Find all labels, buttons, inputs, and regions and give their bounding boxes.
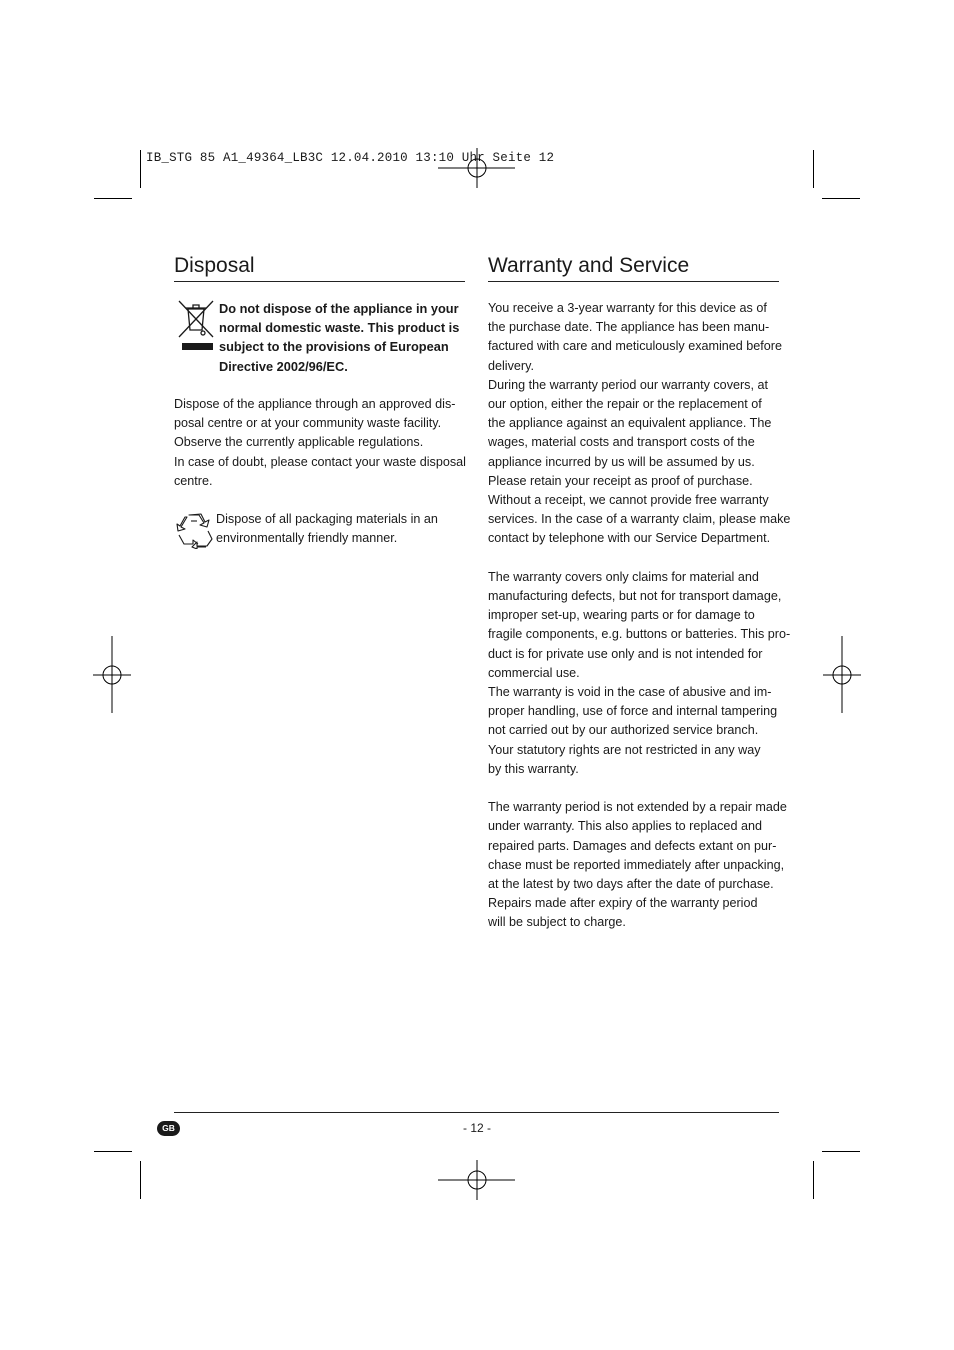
text-line: will be subject to charge. bbox=[488, 915, 626, 930]
print-slug: IB_STG 85 A1_49364_LB3C 12.04.2010 13:10 Uhr Seite 12 bbox=[146, 151, 555, 165]
text-line: Observe the currently applicable regulations. bbox=[174, 435, 424, 450]
text-line: Dispose of all packaging materials in an bbox=[216, 512, 438, 526]
text-line: commercial use. bbox=[488, 665, 580, 680]
text-line: our option, either the repair or the replacement of bbox=[488, 397, 762, 412]
warning-line: normal domestic waste. This product is bbox=[219, 320, 460, 336]
text-line: appliance incurred by us will be assumed by us. bbox=[488, 454, 755, 469]
text-line: You receive a 3-year warranty for this device as of bbox=[488, 301, 767, 315]
text-line: services. In the case of a warranty claim, please make bbox=[488, 512, 791, 527]
text-line: contact by telephone with our Service Department. bbox=[488, 531, 771, 546]
disposal-warning bbox=[219, 299, 459, 376]
warranty-heading-rule bbox=[488, 281, 779, 282]
warning-line: subject to the provisions of European bbox=[219, 339, 449, 355]
text-line: Your statutory rights are not restricted in any way bbox=[488, 742, 761, 757]
text-line: at the latest by two days after the date of purchase. bbox=[488, 877, 774, 892]
text-line: wages, material costs and transport costs of the bbox=[488, 435, 755, 450]
text-line: proper handling, use of force and internal tampering bbox=[488, 704, 778, 719]
text-line: The warranty covers only claims for material and bbox=[488, 569, 759, 584]
text-line: the purchase date. The appliance has been manu- bbox=[488, 320, 770, 335]
warning-line: Directive 2002/96/EC. bbox=[219, 358, 348, 374]
text-line: the appliance against an equivalent appliance. The bbox=[488, 416, 772, 431]
text-line: fragile components, e.g. buttons or batteries. This pro- bbox=[488, 627, 791, 642]
disposal-heading: Disposal bbox=[174, 254, 255, 277]
text-line: The warranty period is not extended by a repair made bbox=[488, 800, 787, 815]
recycle-icon bbox=[175, 511, 215, 549]
text-line: delivery. bbox=[488, 358, 534, 373]
text-line: Dispose of the appliance through an approved dis- bbox=[174, 397, 456, 411]
text-line: environmentally friendly manner. bbox=[216, 531, 398, 546]
page-number: - 12 - bbox=[462, 1121, 491, 1135]
text-line: factured with care and meticulously examined before bbox=[488, 339, 783, 354]
weee-bin-icon bbox=[176, 298, 216, 352]
text-line: under warranty. This also applies to replaced and bbox=[488, 819, 762, 834]
text-line: In case of doubt, please contact your waste disposal bbox=[174, 454, 466, 469]
text-line: duct is for private use only and is not intended for bbox=[488, 646, 763, 661]
text-line: manufacturing defects, but not for transport damage, bbox=[488, 589, 782, 604]
text-line: not carried out by our authorized service branch. bbox=[488, 723, 759, 738]
text-line: Repairs made after expiry of the warranty period bbox=[488, 896, 758, 911]
text-line: centre. bbox=[174, 473, 213, 488]
footer-rule bbox=[174, 1112, 779, 1113]
disposal-paragraph bbox=[174, 395, 466, 491]
text-line: The warranty is void in the case of abusive and im- bbox=[488, 685, 772, 700]
warranty-text bbox=[488, 299, 790, 933]
language-badge: GB bbox=[157, 1121, 180, 1136]
text-line: posal centre or at your community waste facility. bbox=[174, 416, 442, 431]
text-line: chase must be reported immediately after unpacking, bbox=[488, 857, 785, 872]
text-line: by this warranty. bbox=[488, 761, 579, 776]
warning-line: Do not dispose of the appliance in your bbox=[219, 301, 459, 316]
text-line: repaired parts. Damages and defects extant on pur- bbox=[488, 838, 777, 853]
text-line: During the warranty period our warranty covers, at bbox=[488, 377, 768, 392]
recycle-note bbox=[216, 510, 438, 548]
disposal-heading-rule bbox=[174, 281, 465, 282]
text-line: improper set-up, wearing parts or for damage to bbox=[488, 608, 755, 623]
warranty-heading: Warranty and Service bbox=[488, 254, 690, 277]
text-line: Please retain your receipt as proof of purchase. bbox=[488, 473, 753, 488]
text-line: Without a receipt, we cannot provide free warranty bbox=[488, 493, 769, 508]
